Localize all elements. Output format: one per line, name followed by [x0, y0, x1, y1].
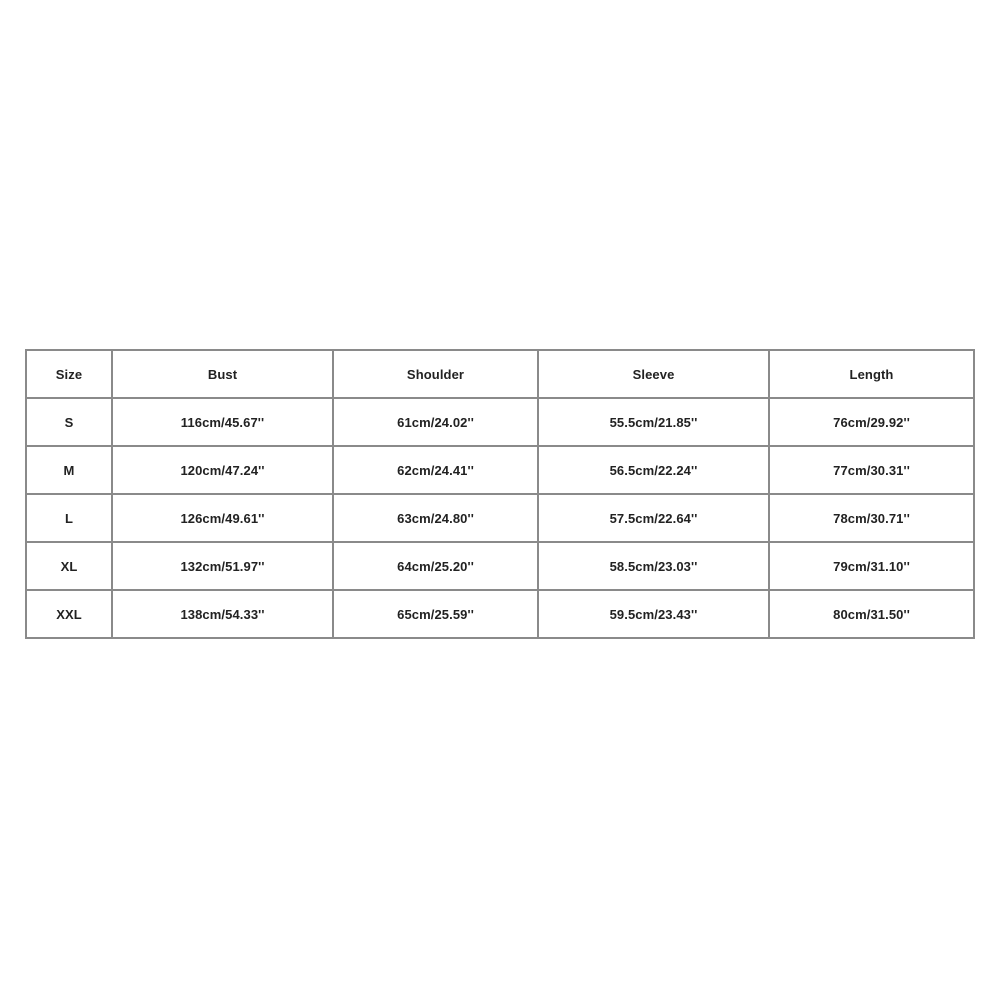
cell-size: S — [26, 398, 112, 446]
table-row — [26, 398, 974, 446]
cell-shoulder: 63cm/24.80'' — [333, 494, 538, 542]
cell-length: 76cm/29.92'' — [769, 398, 974, 446]
cell-sleeve: 56.5cm/22.24'' — [538, 446, 769, 494]
cell-shoulder: 62cm/24.41'' — [333, 446, 538, 494]
cell-shoulder: 65cm/25.59'' — [333, 590, 538, 638]
table-row — [26, 542, 974, 590]
cell-sleeve: 57.5cm/22.64'' — [538, 494, 769, 542]
cell-sleeve: 59.5cm/23.43'' — [538, 590, 769, 638]
cell-length: 78cm/30.71'' — [769, 494, 974, 542]
header-sleeve: Sleeve — [538, 350, 769, 398]
cell-size: XXL — [26, 590, 112, 638]
header-length: Length — [769, 350, 974, 398]
cell-sleeve: 55.5cm/21.85'' — [538, 398, 769, 446]
size-chart-table — [25, 349, 975, 639]
cell-bust: 126cm/49.61'' — [112, 494, 333, 542]
cell-bust: 138cm/54.33'' — [112, 590, 333, 638]
table-row — [26, 494, 974, 542]
cell-bust: 120cm/47.24'' — [112, 446, 333, 494]
cell-shoulder: 61cm/24.02'' — [333, 398, 538, 446]
cell-size: M — [26, 446, 112, 494]
cell-sleeve: 58.5cm/23.03'' — [538, 542, 769, 590]
cell-length: 79cm/31.10'' — [769, 542, 974, 590]
cell-length: 77cm/30.31'' — [769, 446, 974, 494]
cell-length: 80cm/31.50'' — [769, 590, 974, 638]
table-header-row — [26, 350, 974, 398]
header-size: Size — [26, 350, 112, 398]
cell-size: L — [26, 494, 112, 542]
header-bust: Bust — [112, 350, 333, 398]
cell-bust: 116cm/45.67'' — [112, 398, 333, 446]
cell-shoulder: 64cm/25.20'' — [333, 542, 538, 590]
cell-size: XL — [26, 542, 112, 590]
table-row — [26, 590, 974, 638]
header-shoulder: Shoulder — [333, 350, 538, 398]
cell-bust: 132cm/51.97'' — [112, 542, 333, 590]
table-row — [26, 446, 974, 494]
